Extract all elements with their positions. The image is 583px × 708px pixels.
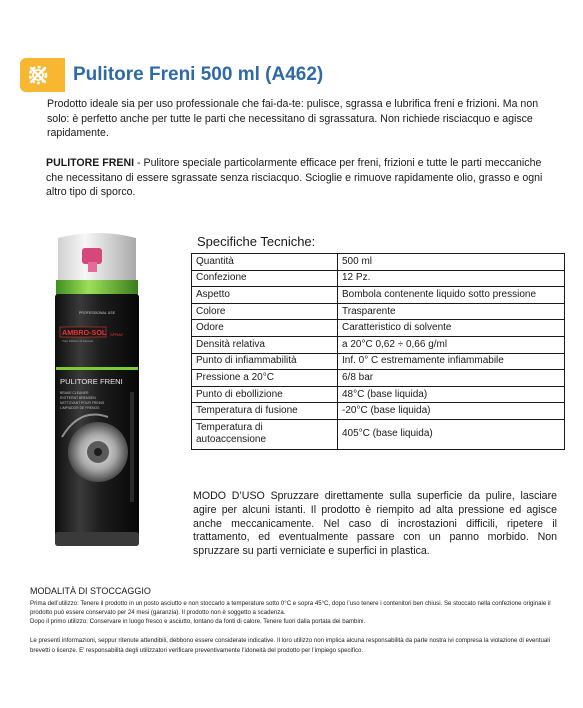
table-row xyxy=(192,303,565,320)
spec-value: 6/8 bar xyxy=(338,370,565,387)
description-lead: PULITORE FRENI xyxy=(46,157,135,169)
specs-title: Specifiche Tecniche: xyxy=(197,234,316,249)
can-sub-line-1: BRAKE CLEANER xyxy=(60,391,89,395)
spec-label: Confezione xyxy=(192,270,338,287)
can-brand-sub-text: SPRAY xyxy=(110,332,124,337)
spec-value: Trasparente xyxy=(338,303,565,320)
table-row xyxy=(192,370,565,387)
spec-value: Caratteristico di solvente xyxy=(338,320,565,337)
table-row xyxy=(192,254,565,271)
spec-label: Densità relativa xyxy=(192,336,338,353)
storage-line: Dopo il primo utilizzo: Conservare in luogo fresco e asciutto, lontano da fonti di calore. Tenere fuori dalla portata dei bambini. xyxy=(30,618,366,626)
product-image xyxy=(52,232,142,552)
spec-label: Colore xyxy=(192,303,338,320)
can-line-text: PROFESSIONAL USE xyxy=(78,311,116,315)
can-sub-line-2: ENTFERNT BREMSEN xyxy=(60,396,96,400)
header-badge xyxy=(20,58,56,92)
spec-value: Bombola contenente liquido sotto pressione xyxy=(338,287,565,304)
spec-label: Punto di ebollizione xyxy=(192,386,338,403)
spec-value: 48°C (base liquida) xyxy=(338,386,565,403)
spec-label: Punto di infiammabilità xyxy=(192,353,338,370)
can-sub-line-4: LIMPIADOR DE FRENOS xyxy=(60,406,100,410)
spec-value: 12 Pz. xyxy=(338,270,565,287)
table-row xyxy=(192,287,565,304)
storage-line: Prima dell’utilizzo: Tenere il prodotto in un posto asciutto e non stoccarlo a temperature sotto 0°C e sopra 45°C, dopo l’uso tenere i contenitori ben chiusi. Se stoccato nella confezione originale il prodotto può essere conservato per 24 mesi (garanzia). Il prodotto non è soggetto a scadenza. xyxy=(30,600,551,617)
can-product-name: PULITORE FRENI xyxy=(60,377,123,386)
table-row xyxy=(192,353,565,370)
can-tagline-text: Your Partner of Aerosol xyxy=(62,339,93,343)
header-accent-bar xyxy=(56,58,65,92)
spec-label: Odore xyxy=(192,320,338,337)
spec-value: Inf. 0° C estremamente infiammabile xyxy=(338,353,565,370)
spec-value: -20°C (base liquida) xyxy=(338,403,565,420)
usage-paragraph: MODO D’USO Spruzzare direttamente sulla superficie da pulire, lasciare agire per alcuni istanti. Il prodotto è riempito ad alta pressione ed agisce anche meccanicamente. Nel caso di incrostazioni difficili, ripetere il trattamento, ed eventualmente passare con un panno morbido. Non spruzzare su parti verniciate e superfici in plastica. xyxy=(193,490,557,558)
spec-label: Aspetto xyxy=(192,287,338,304)
storage-heading: MODALITÀ DI STOCCAGGIO xyxy=(30,586,151,596)
table-row xyxy=(192,320,565,337)
spec-label: Temperatura di autoaccensione xyxy=(192,419,338,449)
intro-paragraph: Prodotto ideale sia per uso professionale che fai-da-te: pulisce, sgrassa e lubrifica freni e frizioni. Ma non solo: è perfetto anche per tutte le parti che necessitano di sgrassatura. Non richiede risciacquo e agisce rapidamente. xyxy=(47,98,539,139)
table-row xyxy=(192,403,565,420)
storage-text xyxy=(30,599,562,627)
table-row xyxy=(192,419,565,449)
spec-label: Quantità xyxy=(192,254,338,271)
spec-label: Temperatura di fusione xyxy=(192,403,338,420)
spec-value: a 20°C 0,62 ÷ 0,66 g/ml xyxy=(338,336,565,353)
spec-value: 500 ml xyxy=(338,254,565,271)
disclaimer: Le presenti informazioni, seppur ritenute attendibili, debbono essere considerate indicative. Il loro utilizzo non implica alcuna responsabilità da parte nostra ivi compresa la violazione di eventuali brevetti o licenze. E’ responsabilità degli utilizzatori verificare preventivamente l’idoneità del prodotto per l’impiego specifico. xyxy=(30,637,550,654)
can-brand-text: AMBRO-SOL xyxy=(62,328,107,337)
page-title: Pulitore Freni 500 ml (A462) xyxy=(73,64,324,85)
table-row xyxy=(192,386,565,403)
can-sub-line-3: NETTOYANT POUR FREINS xyxy=(60,401,105,405)
specs-table xyxy=(191,253,565,450)
table-row xyxy=(192,336,565,353)
table-row xyxy=(192,270,565,287)
description-text: - Pulitore speciale particolarmente efficace per freni, frizioni e tutte le parti meccaniche che necessitano di essere sgrassate senza risciacquo. Scioglie e rimuove rapidamente olio, grasso e ogni altro tipo di sporco. xyxy=(46,157,543,198)
spec-label: Pressione a 20°C xyxy=(192,370,338,387)
spec-value: 405°C (base liquida) xyxy=(338,419,565,449)
description-paragraph xyxy=(46,156,548,200)
gear-wrench-icon xyxy=(26,63,50,87)
